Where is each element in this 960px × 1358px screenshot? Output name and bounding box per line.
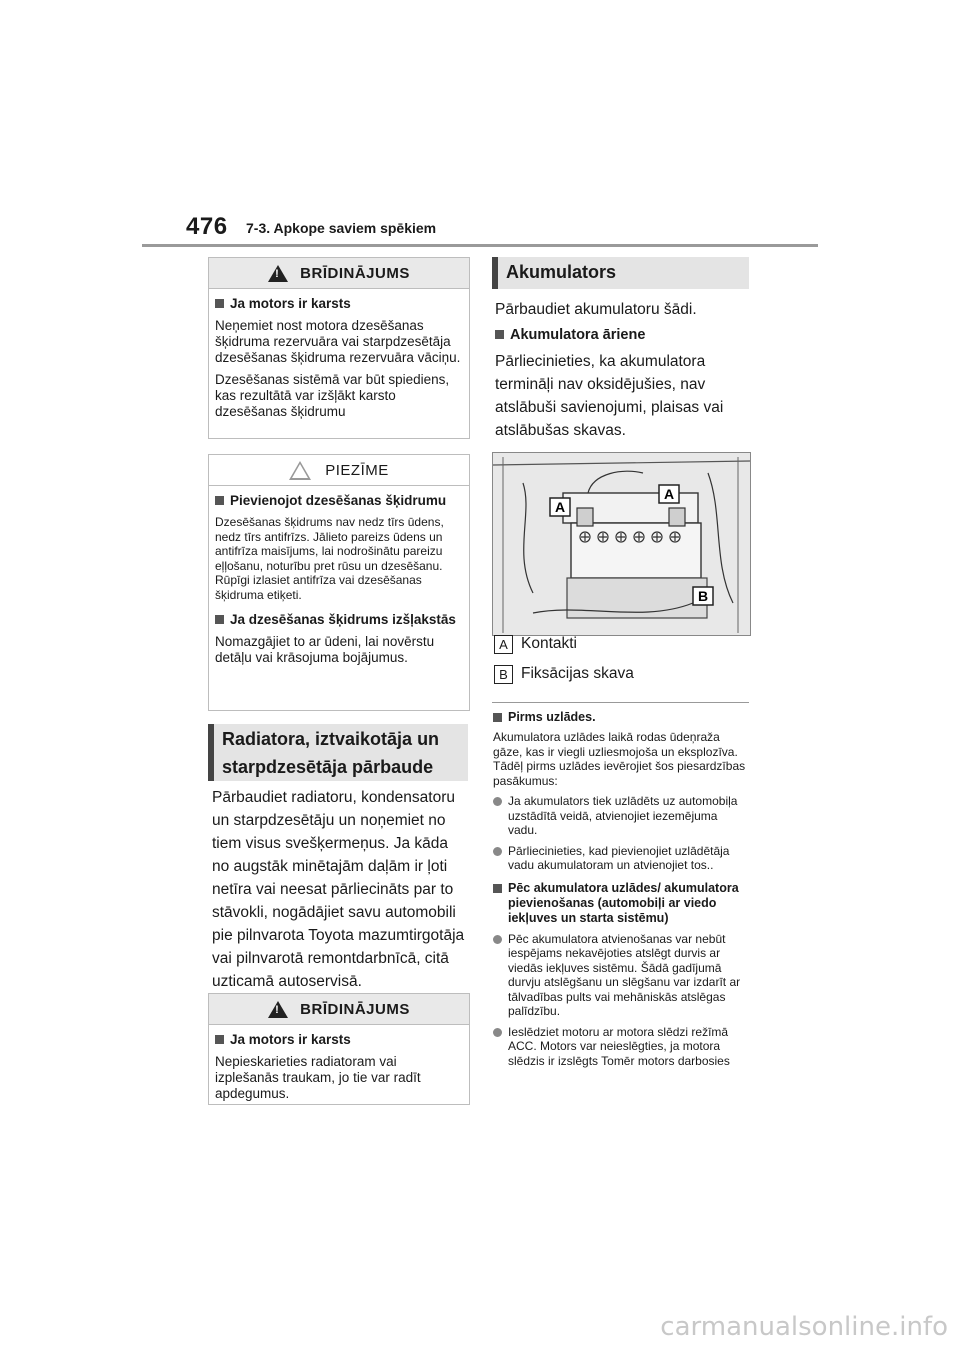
round-bullet-icon — [493, 847, 502, 856]
square-bullet-icon — [493, 884, 502, 893]
note-box-coolant — [208, 454, 470, 711]
divider — [492, 702, 749, 703]
square-bullet-icon — [215, 496, 224, 505]
notes-subheading: Pirms uzlādes. — [493, 710, 747, 725]
watermark-url: carmanualsonline.info — [660, 1312, 948, 1342]
warning-paragraph: Nepieskarieties radiatoram vai izplešanās traukam, jo tie var radīt apdegumus. — [215, 1054, 421, 1101]
warning-subheading: Ja motors ir karsts — [215, 1032, 463, 1048]
section-heading-radiator: Radiatora, iztvaikotāja un starpdzesētāja pārbaude — [208, 724, 468, 781]
warning-subheading: Ja motors ir karsts — [215, 296, 463, 312]
note-paragraph: Dzesēšanas šķidrums nav nedz tīrs ūdens, nedz tīrs antifrīzs. Jālieto pareizs ūdens un antifrīza maisījums, lai nodrošinātu pareizu eļļošanu, noturību pret rūsu un dzesēšanu. Rūpīgi izlasiet antifrīza vai dzesēšanas šķidruma etiķeti. — [215, 515, 444, 602]
battery-body-text: Pārliecinieties, ka akumulatora termināļi nav oksidējušies, nav atslābuši savienojumi, plaisas vai atslābušas skavas. — [495, 353, 724, 439]
battery-subheading: Akumulatora āriene — [495, 326, 749, 344]
square-bullet-icon — [215, 299, 224, 308]
square-bullet-icon — [495, 330, 504, 339]
warning-box-radiator-hot — [208, 993, 470, 1105]
figure-label-b: B — [697, 588, 709, 604]
notes-subheading: Pēc akumulatora uzlādes/ akumulatora pievienošanas (automobiļi ar viedo iekļuves un starta sistēmu) — [493, 881, 747, 926]
warning-header — [209, 994, 469, 1025]
list-item: Pēc akumulatora atvienošanas var nebūt iespējams nekavējoties atslēgt durvis ar viedās iekļuves sistēmu. Šādā gadījumā durvju atslēgšanu un slēgšanu var izdarīt ar tālvadības pults vai mehāniskās atslēgas palīdzību. — [493, 932, 747, 1019]
round-bullet-icon — [493, 1028, 502, 1037]
round-bullet-icon — [493, 797, 502, 806]
battery-illustration — [492, 452, 751, 636]
note-header — [209, 455, 469, 486]
note-subheading: Pievienojot dzesēšanas šķidrumu — [215, 493, 463, 509]
round-bullet-icon — [493, 935, 502, 944]
square-bullet-icon — [493, 713, 502, 722]
warning-paragraph: Dzesēšanas sistēmā var būt spiediens, kas rezultātā var izšļākt karsto dzesēšanas šķidrumu — [215, 372, 450, 419]
legend-item: B Fiksācijas skava — [494, 663, 748, 685]
legend-item: A Kontakti — [494, 633, 748, 655]
square-bullet-icon — [215, 1035, 224, 1044]
legend-key: A — [494, 635, 513, 654]
figure-label-a: A — [663, 486, 675, 502]
section-heading-battery: Akumulators — [492, 257, 749, 289]
battery-intro: Pārbaudiet akumulatoru šādi. — [495, 301, 697, 318]
figure-label-a: A — [554, 499, 566, 515]
list-item: Ieslēdziet motoru ar motora slēdzi režīmā ACC. Motors var neieslēgties, ja motora slēdzis ir izslēgts Tomēr motors darbosies — [493, 1025, 747, 1069]
charging-notes — [493, 710, 747, 1068]
page-number: 476 — [186, 213, 228, 240]
notes-paragraph: Akumulatora uzlādes laikā rodas ūdeņraža gāze, kas ir viegli uzliesmojoša un eksplozīva. Tādēļ pirms uzlādes ievērojiet šos piesardzības pasākumus: — [493, 730, 746, 788]
caution-icon — [289, 461, 311, 480]
square-bullet-icon — [215, 615, 224, 624]
warning-paragraph: Neņemiet nost motora dzesēšanas šķidruma rezervuāra vai starpdzesētāja dzesēšanas šķidruma rezervuāra vāciņu. — [215, 318, 461, 365]
legend-key: B — [494, 665, 513, 684]
warning-header — [209, 258, 469, 289]
engine-bay-figure — [493, 453, 750, 635]
warning-title: BRĪDINĀJUMS — [300, 264, 410, 282]
list-item: Ja akumulators tiek uzlādēts uz automobiļa uzstādītā veidā, atvienojiet iezemējuma vadu. — [493, 794, 747, 838]
note-title: PIEZĪME — [325, 461, 389, 479]
warning-icon — [268, 1001, 288, 1018]
note-paragraph: Nomazgājiet to ar ūdeni, lai novērstu detāļu vai krāsojuma bojājumus. — [215, 634, 435, 665]
header-divider — [142, 244, 818, 247]
warning-title: BRĪDINĀJUMS — [300, 1000, 410, 1018]
figure-legend — [494, 633, 748, 685]
note-subheading: Ja dzesēšanas šķidrums izšļakstās — [215, 612, 463, 628]
section-title: 7-3. Apkope saviem spēkiem — [246, 220, 437, 236]
radiator-body-text: Pārbaudiet radiatoru, kondensatoru un starpdzesētāju un noņemiet no tiem visus svešķermeņus. Ja kāda no augstāk minētajām daļām ir ļoti netīra vai neesat pārliecināts par to stāvokli, nogādājiet savu automobili pie pilnvarota Toyota mazumtirgotāja vai pilnvarotā remontdarbnīcā, citā uzticamā autoservisā. — [212, 789, 465, 990]
list-item: Pārliecinieties, kad pievienojiet uzlādētāja vadu akumulatoram un atvienojiet tos.. — [493, 844, 747, 873]
warning-icon — [268, 265, 288, 282]
warning-box-hot-engine — [208, 257, 470, 439]
